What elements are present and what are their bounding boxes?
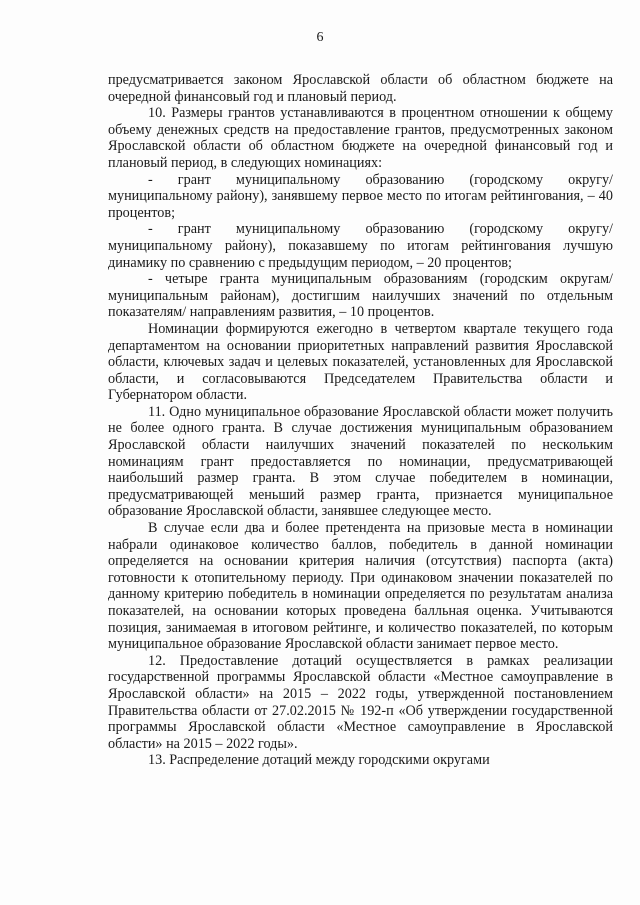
nomination-item-first-place: - грант муниципальному образованию (городскому округу/ муниципальному району), занявшему первое место по итогам рейтингования, – 40 процентов; bbox=[108, 171, 613, 221]
paragraph-continuation: предусматривается законом Ярославской области об областном бюджете на очередной финансовый год и плановый период. bbox=[108, 72, 613, 105]
paragraph-10: 10. Размеры грантов устанавливаются в процентном отношении к общему объему денежных средств на предоставление грантов, предусмотренных законом Ярославской области об областном бюджете на очередной финансовый год и плановый период, в следующих номинациях: bbox=[108, 105, 613, 171]
paragraph-tie-break: В случае если два и более претендента на призовые места в номинации набрали одинаковое количество баллов, победитель в данной номинации определяется на основании критерия наличия (отсутствия) паспорта (акта) готовности к отопительному периоду. При одинаковом значении показателей по данному критерию победитель в номинации определяется по результатам анализа показателей, на основании которых проведена балльная оценка. Учитываются позиция, занимаемая в итоговом рейтинге, и количество показателей, по которым муниципальное образование Ярославской области занимает первое место. bbox=[108, 520, 613, 653]
page-number: 6 bbox=[316, 30, 324, 45]
paragraph-nominations: Номинации формируются ежегодно в четвертом квартале текущего года департаментом на основании приоритетных направлений развития Ярославской области, ключевых задач и целевых показателей, установленных для Ярославской области, и согласовываются Председателем Правительства области и Губернатором области. bbox=[108, 320, 613, 404]
paragraph-11: 11. Одно муниципальное образование Ярославской области может получить не более одного гранта. В случае достижения муниципальным образованием Ярославской области наилучших значений показателей по нескольким номинациям грант предоставляется по номинации, предусматривающей наибольший размер гранта. В этом случае победителем в номинации, предусматривающей меньший размер гранта, признается муниципальное образование Ярославской области, занявшее следующее место. bbox=[108, 403, 613, 520]
document-body bbox=[108, 72, 613, 769]
nomination-item-four-grants: - четыре гранта муниципальным образованиям (городским округам/ муниципальным районам), достигшим наилучших значений по отдельным показателям/ направлениям развития, – 10 процентов. bbox=[108, 271, 613, 321]
paragraph-12: 12. Предоставление дотаций осуществляется в рамках реализации государственной программы Ярославской области «Местное самоуправление в Ярославской области» на 2015 – 2022 годы, утвержденной постановлением Правительства области от 27.02.2015 № 192-п «Об утверждении государственной программы Ярославской области «Местное самоуправление в Ярославской области» на 2015 – 2022 годы». bbox=[108, 652, 613, 752]
nomination-item-best-dynamics: - грант муниципальному образованию (городскому округу/ муниципальному району), показавшему по итогам рейтингования лучшую динамику по сравнению с предыдущим периодом, – 20 процентов; bbox=[108, 221, 613, 271]
paragraph-13: 13. Распределение дотаций между городскими округами bbox=[148, 752, 490, 769]
